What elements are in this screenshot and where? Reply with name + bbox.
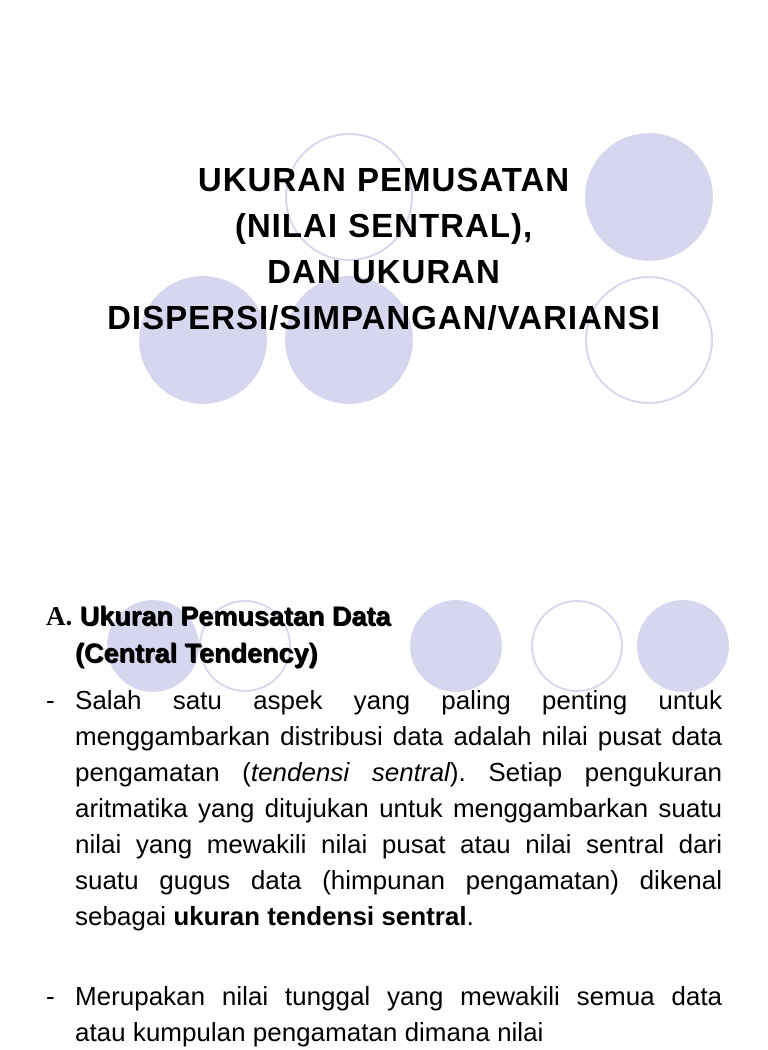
title-line-2: (NILAI SENTRAL), xyxy=(234,207,534,244)
section-heading xyxy=(46,598,390,672)
heading-line-1: Ukuran Pemusatan Data xyxy=(79,601,391,631)
heading-line-2: (Central Tendency) xyxy=(75,638,318,668)
title-line-4: DISPERSI/SIMPANGAN/VARIANSI xyxy=(107,299,661,336)
text-segment: . xyxy=(466,901,474,931)
section-marker: A. xyxy=(46,601,73,631)
text-segment: ). Setiap pengukuran aritmatika yang ditujukan untuk menggambarkan suatu nilai yang mewakili nilai pusat atau nilai sentral dari suatu gugus data (himpunan pengamatan) dikenal sebagai xyxy=(75,757,722,931)
bullet-dash: - xyxy=(46,685,55,715)
title-slide xyxy=(0,0,768,490)
bold-term: ukuran tendensi sentral xyxy=(173,901,467,931)
content-slide xyxy=(0,490,768,1047)
paragraph-1 xyxy=(46,682,722,934)
slide-title xyxy=(0,157,768,341)
bullet-dash: - xyxy=(46,981,55,1011)
text-segment: Salah satu aspek yang paling penting untuk menggambarkan distribusi data adalah nilai pusat data pengamatan ( xyxy=(75,685,722,787)
decor-circle-filled xyxy=(637,600,729,692)
title-line-3: DAN UKURAN xyxy=(267,253,501,290)
italic-term: tendensi sentral xyxy=(250,757,450,787)
decor-circle-filled xyxy=(410,600,502,692)
decor-circle-outline xyxy=(531,600,623,692)
paragraph-text: Merupakan nilai tunggal yang mewakili semua data atau kumpulan pengamatan dimana nilai xyxy=(75,981,722,1047)
title-line-1: UKURAN PEMUSATAN xyxy=(197,161,571,198)
paragraph-text xyxy=(46,682,722,934)
paragraph-2 xyxy=(46,978,722,1050)
